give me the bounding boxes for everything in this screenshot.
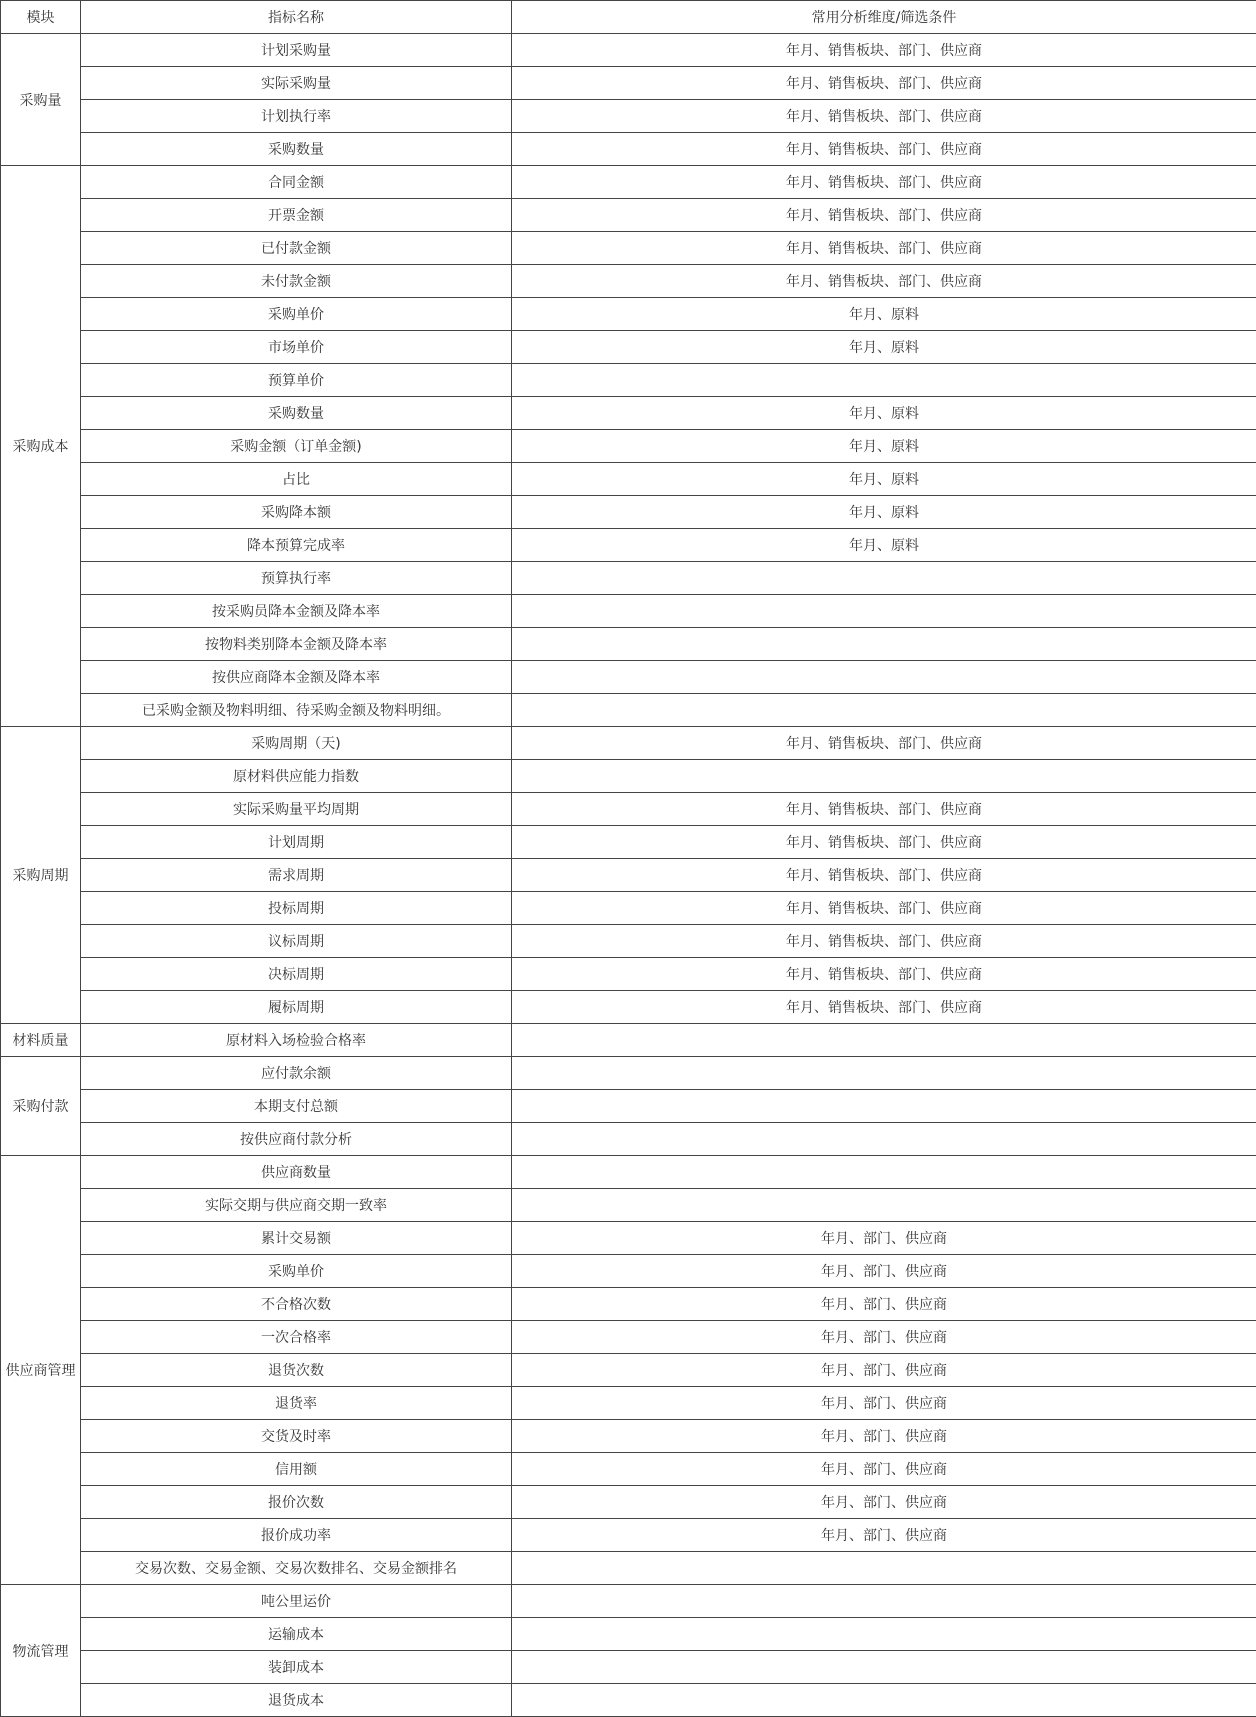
table-row xyxy=(1,1354,1256,1387)
metric-name-cell: 报价成功率 xyxy=(81,1519,512,1552)
table-row xyxy=(1,67,1256,100)
metric-name-cell: 需求周期 xyxy=(81,859,512,892)
table-row xyxy=(1,1420,1256,1453)
table-row xyxy=(1,496,1256,529)
dimensions-cell: 年月、原料 xyxy=(512,298,1256,331)
dimensions-cell xyxy=(512,694,1256,727)
dimensions-cell xyxy=(512,1618,1256,1651)
metric-name-cell: 占比 xyxy=(81,463,512,496)
dimensions-cell: 年月、原料 xyxy=(512,397,1256,430)
table-row xyxy=(1,166,1256,199)
metric-name-cell: 已付款金额 xyxy=(81,232,512,265)
metric-name-cell: 降本预算完成率 xyxy=(81,529,512,562)
metric-name-cell: 退货次数 xyxy=(81,1354,512,1387)
module-cell: 采购付款 xyxy=(1,1057,81,1156)
metric-name-cell: 按物料类别降本金额及降本率 xyxy=(81,628,512,661)
table-row xyxy=(1,232,1256,265)
dimensions-cell xyxy=(512,364,1256,397)
metric-name-cell: 装卸成本 xyxy=(81,1651,512,1684)
dimensions-cell: 年月、部门、供应商 xyxy=(512,1420,1256,1453)
metric-name-cell: 交货及时率 xyxy=(81,1420,512,1453)
table-row xyxy=(1,34,1256,67)
table-row xyxy=(1,859,1256,892)
table-row xyxy=(1,1387,1256,1420)
dimensions-cell: 年月、销售板块、部门、供应商 xyxy=(512,199,1256,232)
table-row xyxy=(1,562,1256,595)
metric-name-cell: 采购数量 xyxy=(81,397,512,430)
metric-name-cell: 预算单价 xyxy=(81,364,512,397)
dimensions-cell: 年月、部门、供应商 xyxy=(512,1486,1256,1519)
metric-name-cell: 应付款余额 xyxy=(81,1057,512,1090)
table-row xyxy=(1,1090,1256,1123)
dimensions-cell xyxy=(512,628,1256,661)
table-row xyxy=(1,1288,1256,1321)
dimensions-cell: 年月、销售板块、部门、供应商 xyxy=(512,166,1256,199)
dimensions-cell xyxy=(512,1057,1256,1090)
metric-name-cell: 供应商数量 xyxy=(81,1156,512,1189)
table-row xyxy=(1,1486,1256,1519)
metric-name-cell: 市场单价 xyxy=(81,331,512,364)
metric-name-cell: 原材料入场检验合格率 xyxy=(81,1024,512,1057)
table-row xyxy=(1,331,1256,364)
table-row xyxy=(1,1453,1256,1486)
module-cell: 采购成本 xyxy=(1,166,81,727)
table-row xyxy=(1,760,1256,793)
header-dimensions: 常用分析维度/筛选条件 xyxy=(512,1,1256,34)
dimensions-cell: 年月、销售板块、部门、供应商 xyxy=(512,67,1256,100)
dimensions-cell xyxy=(512,1123,1256,1156)
metric-name-cell: 实际采购量平均周期 xyxy=(81,793,512,826)
table-body xyxy=(1,34,1256,1717)
dimensions-cell xyxy=(512,562,1256,595)
dimensions-cell: 年月、销售板块、部门、供应商 xyxy=(512,34,1256,67)
dimensions-cell: 年月、销售板块、部门、供应商 xyxy=(512,100,1256,133)
dimensions-cell xyxy=(512,1684,1256,1717)
metric-name-cell: 交易次数、交易金额、交易次数排名、交易金额排名 xyxy=(81,1552,512,1585)
dimensions-cell: 年月、销售板块、部门、供应商 xyxy=(512,793,1256,826)
metric-name-cell: 累计交易额 xyxy=(81,1222,512,1255)
metric-name-cell: 原材料供应能力指数 xyxy=(81,760,512,793)
metric-name-cell: 信用额 xyxy=(81,1453,512,1486)
metric-name-cell: 不合格次数 xyxy=(81,1288,512,1321)
metric-name-cell: 预算执行率 xyxy=(81,562,512,595)
table-row xyxy=(1,1585,1256,1618)
metric-name-cell: 按供应商降本金额及降本率 xyxy=(81,661,512,694)
dimensions-cell xyxy=(512,1189,1256,1222)
metric-name-cell: 报价次数 xyxy=(81,1486,512,1519)
dimensions-cell: 年月、部门、供应商 xyxy=(512,1255,1256,1288)
table-row xyxy=(1,100,1256,133)
table-row xyxy=(1,1255,1256,1288)
dimensions-cell: 年月、销售板块、部门、供应商 xyxy=(512,991,1256,1024)
metric-name-cell: 按采购员降本金额及降本率 xyxy=(81,595,512,628)
dimensions-cell: 年月、销售板块、部门、供应商 xyxy=(512,265,1256,298)
module-cell: 材料质量 xyxy=(1,1024,81,1057)
dimensions-cell: 年月、部门、供应商 xyxy=(512,1519,1256,1552)
dimensions-cell: 年月、销售板块、部门、供应商 xyxy=(512,826,1256,859)
table-row xyxy=(1,298,1256,331)
dimensions-cell: 年月、原料 xyxy=(512,496,1256,529)
table-row xyxy=(1,1222,1256,1255)
module-cell: 供应商管理 xyxy=(1,1156,81,1585)
metric-name-cell: 一次合格率 xyxy=(81,1321,512,1354)
table-row xyxy=(1,1651,1256,1684)
metric-name-cell: 履标周期 xyxy=(81,991,512,1024)
table-row xyxy=(1,661,1256,694)
dimensions-cell: 年月、部门、供应商 xyxy=(512,1222,1256,1255)
table-row xyxy=(1,628,1256,661)
metric-name-cell: 采购数量 xyxy=(81,133,512,166)
table-row xyxy=(1,1321,1256,1354)
header-module: 模块 xyxy=(1,1,81,34)
metric-name-cell: 采购单价 xyxy=(81,298,512,331)
header-row xyxy=(1,1,1256,34)
table-row xyxy=(1,397,1256,430)
table-row xyxy=(1,1189,1256,1222)
table-row xyxy=(1,463,1256,496)
table-row xyxy=(1,1519,1256,1552)
table-row xyxy=(1,958,1256,991)
dimensions-cell xyxy=(512,1585,1256,1618)
dimensions-cell: 年月、销售板块、部门、供应商 xyxy=(512,859,1256,892)
table-row xyxy=(1,199,1256,232)
dimensions-cell: 年月、部门、供应商 xyxy=(512,1387,1256,1420)
dimensions-cell xyxy=(512,1090,1256,1123)
metric-name-cell: 退货率 xyxy=(81,1387,512,1420)
module-cell: 采购量 xyxy=(1,34,81,166)
dimensions-cell: 年月、销售板块、部门、供应商 xyxy=(512,925,1256,958)
metric-name-cell: 实际采购量 xyxy=(81,67,512,100)
table-row xyxy=(1,793,1256,826)
table-row xyxy=(1,1618,1256,1651)
metric-name-cell: 投标周期 xyxy=(81,892,512,925)
dimensions-cell: 年月、销售板块、部门、供应商 xyxy=(512,133,1256,166)
table-row xyxy=(1,727,1256,760)
table-row xyxy=(1,595,1256,628)
dimensions-cell xyxy=(512,661,1256,694)
module-cell: 物流管理 xyxy=(1,1585,81,1717)
metric-name-cell: 退货成本 xyxy=(81,1684,512,1717)
metric-name-cell: 按供应商付款分析 xyxy=(81,1123,512,1156)
table-row xyxy=(1,1684,1256,1717)
dimensions-cell: 年月、销售板块、部门、供应商 xyxy=(512,727,1256,760)
module-cell: 采购周期 xyxy=(1,727,81,1024)
metric-name-cell: 采购金额（订单金额) xyxy=(81,430,512,463)
metric-name-cell: 计划周期 xyxy=(81,826,512,859)
metric-name-cell: 合同金额 xyxy=(81,166,512,199)
table-row xyxy=(1,991,1256,1024)
metric-name-cell: 采购周期（天) xyxy=(81,727,512,760)
table-row xyxy=(1,1123,1256,1156)
dimensions-cell xyxy=(512,760,1256,793)
metric-name-cell: 计划执行率 xyxy=(81,100,512,133)
metric-name-cell: 已采购金额及物料明细、待采购金额及物料明细。 xyxy=(81,694,512,727)
dimensions-cell: 年月、原料 xyxy=(512,529,1256,562)
dimensions-cell: 年月、部门、供应商 xyxy=(512,1288,1256,1321)
table-row xyxy=(1,1552,1256,1585)
table-row xyxy=(1,826,1256,859)
dimensions-cell xyxy=(512,1024,1256,1057)
metric-name-cell: 采购单价 xyxy=(81,1255,512,1288)
metric-name-cell: 实际交期与供应商交期一致率 xyxy=(81,1189,512,1222)
dimensions-cell: 年月、原料 xyxy=(512,430,1256,463)
header-metric-name: 指标名称 xyxy=(81,1,512,34)
metric-name-cell: 未付款金额 xyxy=(81,265,512,298)
metric-name-cell: 采购降本额 xyxy=(81,496,512,529)
table-row xyxy=(1,430,1256,463)
dimensions-cell: 年月、销售板块、部门、供应商 xyxy=(512,232,1256,265)
table-row xyxy=(1,1057,1256,1090)
dimensions-cell: 年月、部门、供应商 xyxy=(512,1354,1256,1387)
metric-name-cell: 开票金额 xyxy=(81,199,512,232)
metric-name-cell: 本期支付总额 xyxy=(81,1090,512,1123)
metric-name-cell: 吨公里运价 xyxy=(81,1585,512,1618)
metric-name-cell: 议标周期 xyxy=(81,925,512,958)
table-row xyxy=(1,892,1256,925)
metric-name-cell: 运输成本 xyxy=(81,1618,512,1651)
dimensions-cell xyxy=(512,1156,1256,1189)
metric-name-cell: 计划采购量 xyxy=(81,34,512,67)
dimensions-cell xyxy=(512,1651,1256,1684)
dimensions-cell: 年月、部门、供应商 xyxy=(512,1453,1256,1486)
table-row xyxy=(1,1156,1256,1189)
dimensions-cell: 年月、原料 xyxy=(512,331,1256,364)
dimensions-cell: 年月、销售板块、部门、供应商 xyxy=(512,892,1256,925)
table-row xyxy=(1,364,1256,397)
dimensions-cell: 年月、原料 xyxy=(512,463,1256,496)
dimensions-cell: 年月、部门、供应商 xyxy=(512,1321,1256,1354)
metric-name-cell: 决标周期 xyxy=(81,958,512,991)
dimensions-cell: 年月、销售板块、部门、供应商 xyxy=(512,958,1256,991)
dimensions-cell xyxy=(512,595,1256,628)
table-row xyxy=(1,265,1256,298)
table-row xyxy=(1,694,1256,727)
table-row xyxy=(1,133,1256,166)
table-row xyxy=(1,1024,1256,1057)
table-row xyxy=(1,925,1256,958)
table-row xyxy=(1,529,1256,562)
dimensions-cell xyxy=(512,1552,1256,1585)
